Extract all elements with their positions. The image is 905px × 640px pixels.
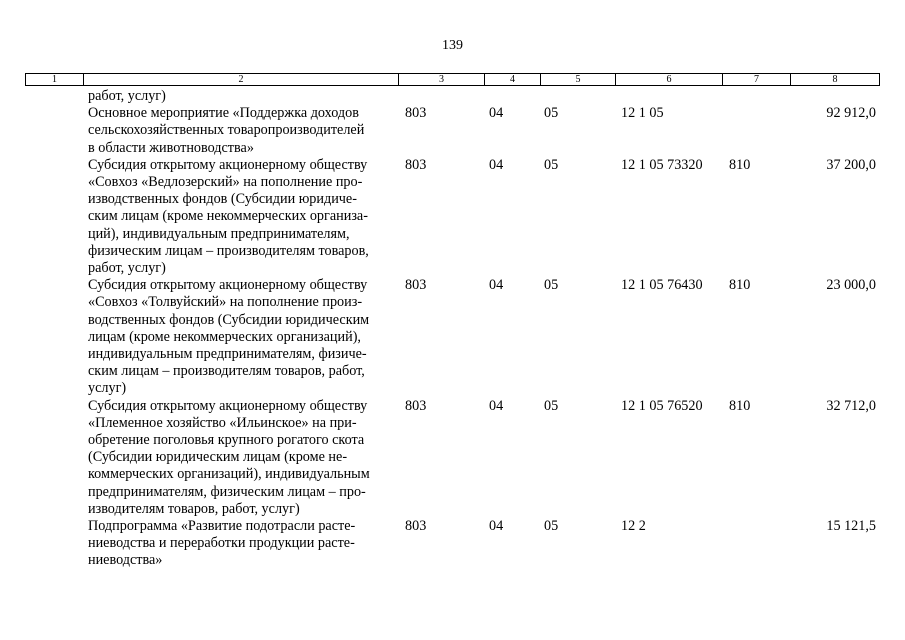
- header-col-4: 4: [485, 74, 541, 86]
- row-description: [88, 518, 398, 570]
- table-row: [0, 518, 905, 570]
- row-description-line: «Совхоз «Ведлозерский» на пополнение про-: [88, 174, 363, 191]
- row-grbs-code: 803: [405, 277, 427, 294]
- row-description-line: работ, услуг): [88, 88, 166, 104]
- row-description-line: лицам (кроме некоммерческих организаций),: [88, 328, 361, 345]
- row-description: [88, 105, 398, 157]
- row-grbs-code: 803: [405, 397, 427, 414]
- row-description-line: услуг): [88, 380, 127, 397]
- row-target-article-code: 12 1 05: [621, 105, 664, 122]
- row-description: [88, 398, 398, 518]
- row-description-line: физическим лицам – производителям товаров,: [88, 242, 369, 259]
- row-grbs-code: 803: [405, 105, 427, 122]
- table-row: [0, 398, 905, 518]
- header-col-3: 3: [399, 74, 485, 86]
- row-description-line: ским лицам (кроме некоммерческих организа-: [88, 208, 368, 225]
- row-grbs-code: 803: [405, 518, 427, 535]
- table-row: [0, 277, 905, 397]
- row-expense-type-code: 810: [729, 397, 751, 414]
- row-subsection-code: 05: [544, 518, 559, 535]
- row-amount: 23 000,0: [826, 277, 876, 294]
- row-description-line: водственных фондов (Субсидии юридическим: [88, 311, 370, 328]
- row-section-code: 04: [489, 397, 504, 414]
- row-description-line: предпринимателям, физическим лицам – про-: [88, 483, 366, 500]
- row-section-code: 04: [489, 518, 504, 535]
- row-description-line: обретение поголовья крупного рогатого скота: [88, 432, 365, 449]
- row-subsection-code: 05: [544, 397, 559, 414]
- header-col-5: 5: [541, 74, 616, 86]
- row-description-line: ниеводства»: [88, 552, 163, 569]
- row-description: [88, 88, 398, 105]
- row-description-line: сельскохозяйственных товаропроизводителей: [88, 122, 365, 139]
- row-expense-type-code: 810: [729, 277, 751, 294]
- row-description-line: ниеводства и переработки продукции расте-: [88, 535, 355, 552]
- row-description-line: коммерческих организаций), индивидуальным: [88, 466, 370, 483]
- table-row: [0, 157, 905, 277]
- row-target-article-code: 12 1 05 76520: [621, 397, 703, 414]
- row-subsection-code: 05: [544, 105, 559, 122]
- row-target-article-code: 12 1 05 76430: [621, 277, 703, 294]
- row-subsection-code: 05: [544, 277, 559, 294]
- header-col-6: 6: [616, 74, 723, 86]
- row-expense-type-code: 810: [729, 156, 751, 173]
- row-description-line: Подпрограмма «Развитие подотрасли расте-: [88, 518, 356, 535]
- row-description-line: работ, услуг): [88, 260, 166, 277]
- row-section-code: 04: [489, 156, 504, 173]
- row-description-line: «Совхоз «Толвуйский» на пополнение произ-: [88, 294, 363, 311]
- row-description-line: индивидуальным предпринимателям, физиче-: [88, 346, 367, 363]
- row-description-line: Субсидия открытому акционерному обществу: [88, 156, 368, 173]
- row-section-code: 04: [489, 277, 504, 294]
- row-target-article-code: 12 1 05 73320: [621, 156, 703, 173]
- row-description-line: ций), индивидуальным предпринимателям,: [88, 225, 350, 242]
- row-description-line: Субсидия открытому акционерному обществу: [88, 277, 368, 294]
- row-description-line: ским лицам – производителям товаров, работ,: [88, 363, 365, 380]
- row-description-line: «Племенное хозяйство «Ильинское» на при-: [88, 414, 357, 431]
- page-number: 139: [442, 38, 463, 53]
- column-number-header: [25, 73, 880, 86]
- row-amount: 15 121,5: [826, 518, 876, 535]
- row-amount: 37 200,0: [826, 156, 876, 173]
- row-description: [88, 157, 398, 277]
- table-row: [0, 105, 905, 157]
- row-description-line: Субсидия открытому акционерному обществу: [88, 397, 368, 414]
- header-col-2: 2: [84, 74, 399, 86]
- row-description-line: изводственных фондов (Субсидии юридиче-: [88, 191, 357, 208]
- row-description: [88, 277, 398, 397]
- row-description-line: изводителям товаров, работ, услуг): [88, 500, 300, 517]
- row-amount: 92 912,0: [826, 105, 876, 122]
- header-col-1: 1: [26, 74, 84, 86]
- row-amount: 32 712,0: [826, 397, 876, 414]
- row-target-article-code: 12 2: [621, 518, 646, 535]
- row-description-line: Основное мероприятие «Поддержка доходов: [88, 105, 359, 122]
- budget-table-body: [0, 88, 905, 570]
- table-row: [0, 88, 905, 105]
- row-subsection-code: 05: [544, 156, 559, 173]
- header-col-7: 7: [723, 74, 791, 86]
- row-description-line: в области животноводства»: [88, 139, 254, 156]
- row-section-code: 04: [489, 105, 504, 122]
- row-description-line: (Субсидии юридическим лицам (кроме не-: [88, 449, 348, 466]
- header-col-8: 8: [791, 74, 880, 86]
- row-grbs-code: 803: [405, 156, 427, 173]
